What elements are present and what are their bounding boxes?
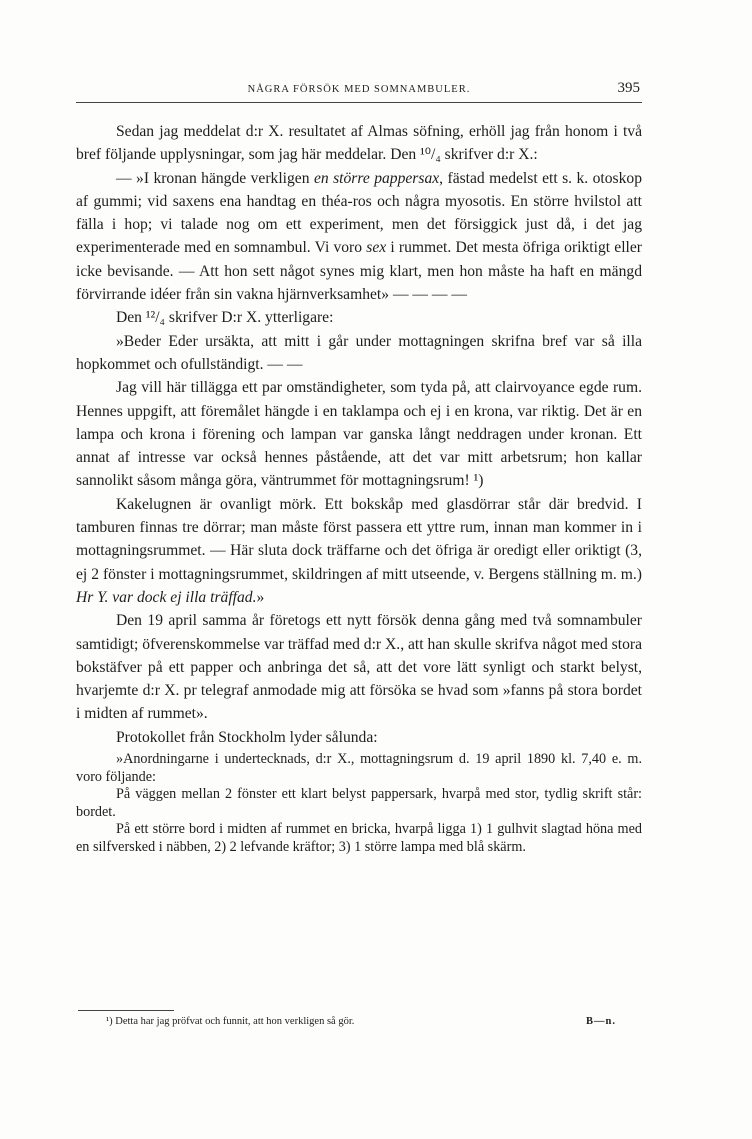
text-segment: Protokollet från Stockholm lyder sålunda:	[116, 728, 378, 746]
text-segment: Sedan jag meddelat d:r X. resultatet af Almas söfning, erhöll jag från honom i två bref följande upplysningar, som jag här meddelar. Den ¹⁰/₄ skrifver d:r X.:	[76, 123, 642, 164]
text-segment: »	[256, 588, 265, 606]
text-segment: Jag vill här tillägga ett par omständigheter, som tyda på, att clairvoyance egde rum. Hennes uppgift, att föremålet hängde i en taklampa och ej i en krona, var riktig. Det är en lampa och krona i förening och lampan var ganska långt neddragen under kronan. Ett annat af intresse var också hennes påstående, att det var mitt arbetsrum; hon kallar sannolikt såsom många göra, väntrummet för mottagningsrum! ¹)	[76, 379, 642, 490]
paragraph	[76, 493, 642, 609]
paragraph	[76, 751, 642, 786]
paragraph	[76, 376, 642, 492]
paragraph	[76, 821, 642, 856]
footnote-divider	[78, 1010, 174, 1011]
text-segment: På väggen mellan 2 fönster ett klart belyst pappersark, hvarpå med stor, tydlig skrift står: bordet.	[76, 786, 642, 820]
running-head: NÅGRA FÖRSÖK MED SOMNAMBULER.	[247, 84, 471, 95]
emphasis-text: sex	[366, 239, 387, 257]
paragraph	[76, 726, 642, 749]
page-number: 395	[617, 80, 640, 96]
text-segment: »Beder Eder ursäkta, att mitt i går under mottagningen skrifna bref var så illa hopkommet och ofullständigt. — —	[76, 332, 642, 373]
footnote-text: ¹) Detta har jag pröfvat och funnit, att hon verkligen så gör.	[106, 1016, 355, 1027]
paragraph	[76, 609, 642, 725]
footnote-signature: B—n.	[586, 1016, 616, 1027]
emphasis-text: Hr Y. var dock ej illa träffad.	[76, 588, 257, 606]
text-segment: — »I kronan hängde verkligen	[116, 169, 314, 187]
text-segment: Den ¹²/₄ skrifver D:r X. ytterligare:	[116, 309, 334, 327]
page-header	[76, 80, 642, 103]
paragraph	[76, 306, 642, 329]
paragraph	[76, 330, 642, 377]
emphasis-text: en större pappersax	[313, 169, 440, 187]
text-segment: »Anordningarne i undertecknads, d:r X., mottagningsrum d. 19 april 1890 kl. 7,40 e. m. voro följande:	[76, 751, 642, 785]
text-segment: På ett större bord i midten af rummet en bricka, hvarpå ligga 1) 1 gulhvit slagtad höna med en silfversked i näbben, 2) 2 lefvande kräftor; 3) 1 större lampa med blå skärm.	[76, 821, 642, 855]
paragraph	[76, 167, 642, 307]
paragraph	[76, 120, 642, 167]
footnote	[106, 1016, 616, 1027]
body-text	[76, 120, 642, 857]
text-segment: Den 19 april samma år företogs ett nytt försök denna gång med två somnambuler samtidigt; öfverenskommelse var träffad med d:r X., att han skulle skrifva något med stora bokstäfver på ett papper och anbringa det så, att det vore lätt synligt och starkt belyst, hvarjemte d:r X. pr telegraf anmodade mig att försöka se hvad som »fanns på stora bordet i midten af rummet».	[76, 612, 642, 723]
text-segment: , fästad medelst ett s. k. otoskop af gummi; vid saxens ena handtag en théa-ros och några myosotis. En större hvilstol att fälla i hop; vi talade nog om ett experiment, men det försiggick just då, i det jag experimenterade med en somnambul. Vi voro	[76, 169, 643, 257]
paragraph	[76, 786, 642, 821]
text-segment: Kakelugnen är ovanligt mörk. Ett bokskåp med glasdörrar står där bredvid. I tamburen finnas tre dörrar; man måste först passera ett yttre rum, innan man kommer in i mottagningsrummet. — Här sluta dock träffarne och det öfriga är oredigt eller oriktigt (3, ej 2 fönster i mottagningsrummet, skildringen af mitt utseende, v. Bergens ställning m. m.)	[76, 495, 642, 583]
text-segment: i rummet. Det mesta öfriga oriktigt eller icke bevisande. — Att hon sett något synes mig klart, men hon måste ha haft en mängd förvirrande idéer från sin vakna hjärnverksamhet» — — — —	[76, 239, 642, 304]
